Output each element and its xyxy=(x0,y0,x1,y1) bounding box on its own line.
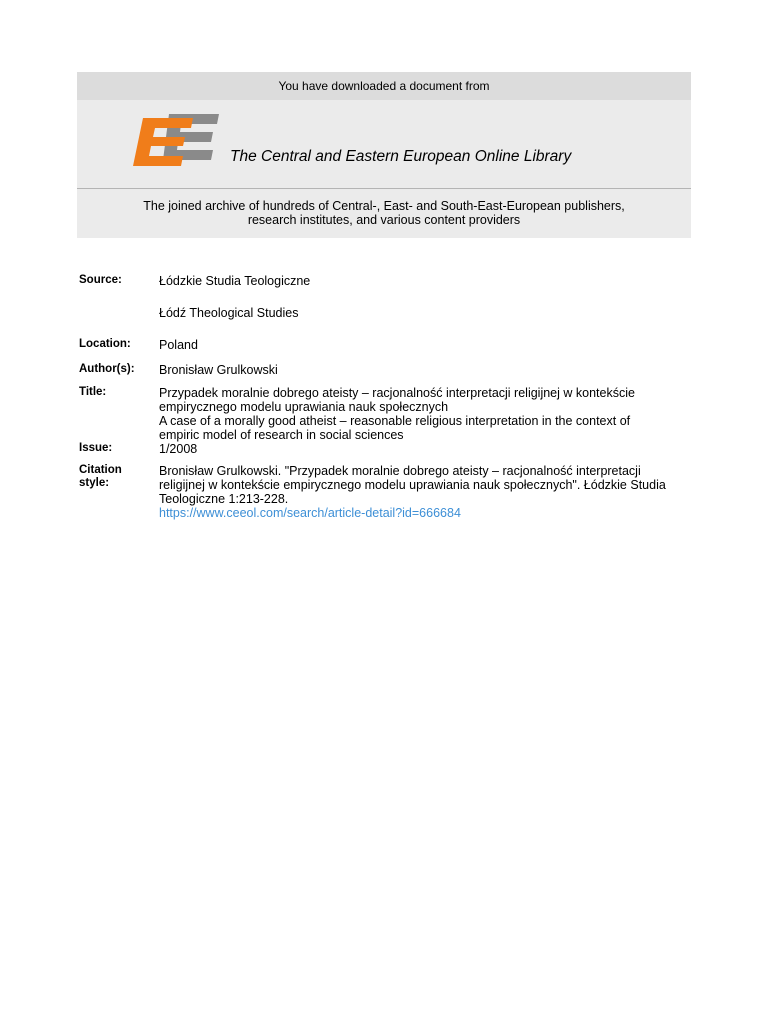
title-polish-line: Przypadek moralnie dobrego ateisty – racjonalność interpretacji religijnej w kontekście xyxy=(159,386,635,400)
ceeol-logo-icon xyxy=(131,112,223,172)
issue-label: Issue: xyxy=(79,442,113,454)
library-title: The Central and Eastern European Online Library xyxy=(230,148,572,165)
banner-divider xyxy=(77,188,691,189)
authors-label: Author(s): xyxy=(79,363,135,375)
citation-label-line: style: xyxy=(79,477,110,489)
location-value: Poland xyxy=(159,338,198,352)
citation-label-line: Citation xyxy=(79,464,122,476)
issue-value: 1/2008 xyxy=(159,442,198,456)
citation-line: religijnej w kontekście empirycznego modelu uprawiania nauk społecznych". Łódzkie Studia xyxy=(159,478,666,492)
location-label: Location: xyxy=(79,338,131,350)
tagline-line: The joined archive of hundreds of Central-, East- and South-East-European publishers, xyxy=(143,199,625,213)
source-value: Łódzkie Studia Teologiczne xyxy=(159,274,311,288)
title-english-line: A case of a morally good atheist – reasonable religious interpretation in the context of xyxy=(159,414,631,428)
source-label: Source: xyxy=(79,274,122,286)
banner-tagline xyxy=(77,199,691,227)
article-link[interactable]: https://www.ceeol.com/search/article-detail?id=666684 xyxy=(159,506,461,520)
ceeol-banner xyxy=(77,72,691,238)
citation-label xyxy=(79,464,149,490)
tagline-line: research institutes, and various content providers xyxy=(247,213,521,227)
title-label: Title: xyxy=(79,386,107,398)
title-polish-line: empirycznego modelu uprawiania nauk społecznych xyxy=(159,400,449,414)
download-notice: You have downloaded a document from xyxy=(77,72,691,100)
source-value-english: Łódź Theological Studies xyxy=(159,306,299,320)
citation-value xyxy=(159,464,699,520)
authors-value: Bronisław Grulkowski xyxy=(159,363,278,377)
citation-line: Bronisław Grulkowski. "Przypadek moralnie dobrego ateisty – racjonalność interpretacji xyxy=(159,464,641,478)
title-value xyxy=(159,386,699,442)
title-english-line: empiric model of research in social sciences xyxy=(159,428,404,442)
citation-line: Teologiczne 1:213-228. xyxy=(159,492,289,506)
